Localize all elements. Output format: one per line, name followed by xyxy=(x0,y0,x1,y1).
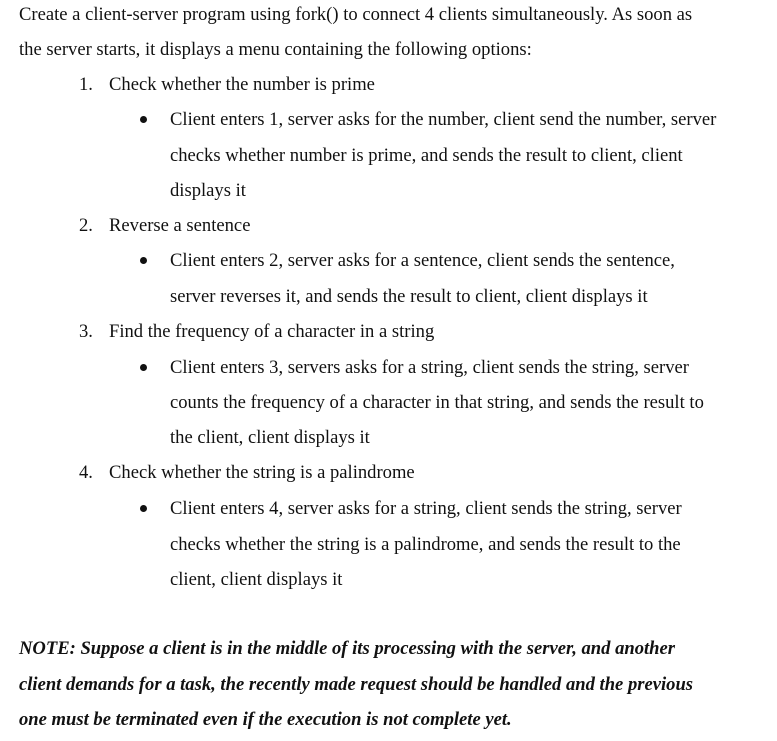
item-number: 2. xyxy=(79,215,93,236)
item-1-detail-line-3: displays it xyxy=(170,180,246,201)
bullet-icon xyxy=(140,257,147,264)
intro-line-1: Create a client-server program using fork() to connect 4 clients simultaneously. As soon as xyxy=(19,4,693,25)
bullet-icon xyxy=(140,505,147,512)
item-1-detail-line-1: Client enters 1, server asks for the number, client send the number, server xyxy=(170,109,717,130)
bullet-icon xyxy=(140,364,147,371)
item-number: 3. xyxy=(79,321,93,342)
note-line-1: NOTE: Suppose a client is in the middle of its processing with the server, and another xyxy=(19,638,676,659)
note-line-3: one must be terminated even if the execution is not complete yet. xyxy=(19,709,512,730)
item-4-detail-line-1: Client enters 4, server asks for a string, client sends the string, server xyxy=(170,498,682,519)
item-title: Check whether the string is a palindrome xyxy=(109,462,415,483)
item-4-detail-line-3: client, client displays it xyxy=(170,569,343,590)
item-title: Find the frequency of a character in a string xyxy=(109,321,435,342)
item-3-detail-line-1: Client enters 3, servers asks for a string, client sends the string, server xyxy=(170,357,689,378)
item-4-detail-line-2: checks whether the string is a palindrome, and sends the result to the xyxy=(170,534,681,555)
item-2-detail-line-1: Client enters 2, server asks for a sentence, client sends the sentence, xyxy=(170,250,675,271)
item-1-detail-line-2: checks whether number is prime, and sends the result to client, client xyxy=(170,145,683,166)
item-3-detail-line-2: counts the frequency of a character in that string, and sends the result to xyxy=(170,392,704,413)
item-number: 4. xyxy=(79,462,93,483)
note-line-2: client demands for a task, the recently made request should be handled and the previous xyxy=(19,674,694,695)
item-2-detail-line-2: server reverses it, and sends the result to client, client displays it xyxy=(170,286,648,307)
item-title: Reverse a sentence xyxy=(109,215,251,236)
item-3-detail-line-3: the client, client displays it xyxy=(170,427,370,448)
item-title: Check whether the number is prime xyxy=(109,74,375,95)
item-number: 1. xyxy=(79,74,93,95)
intro-line-2: the server starts, it displays a menu containing the following options: xyxy=(19,39,532,60)
bullet-icon xyxy=(140,116,147,123)
